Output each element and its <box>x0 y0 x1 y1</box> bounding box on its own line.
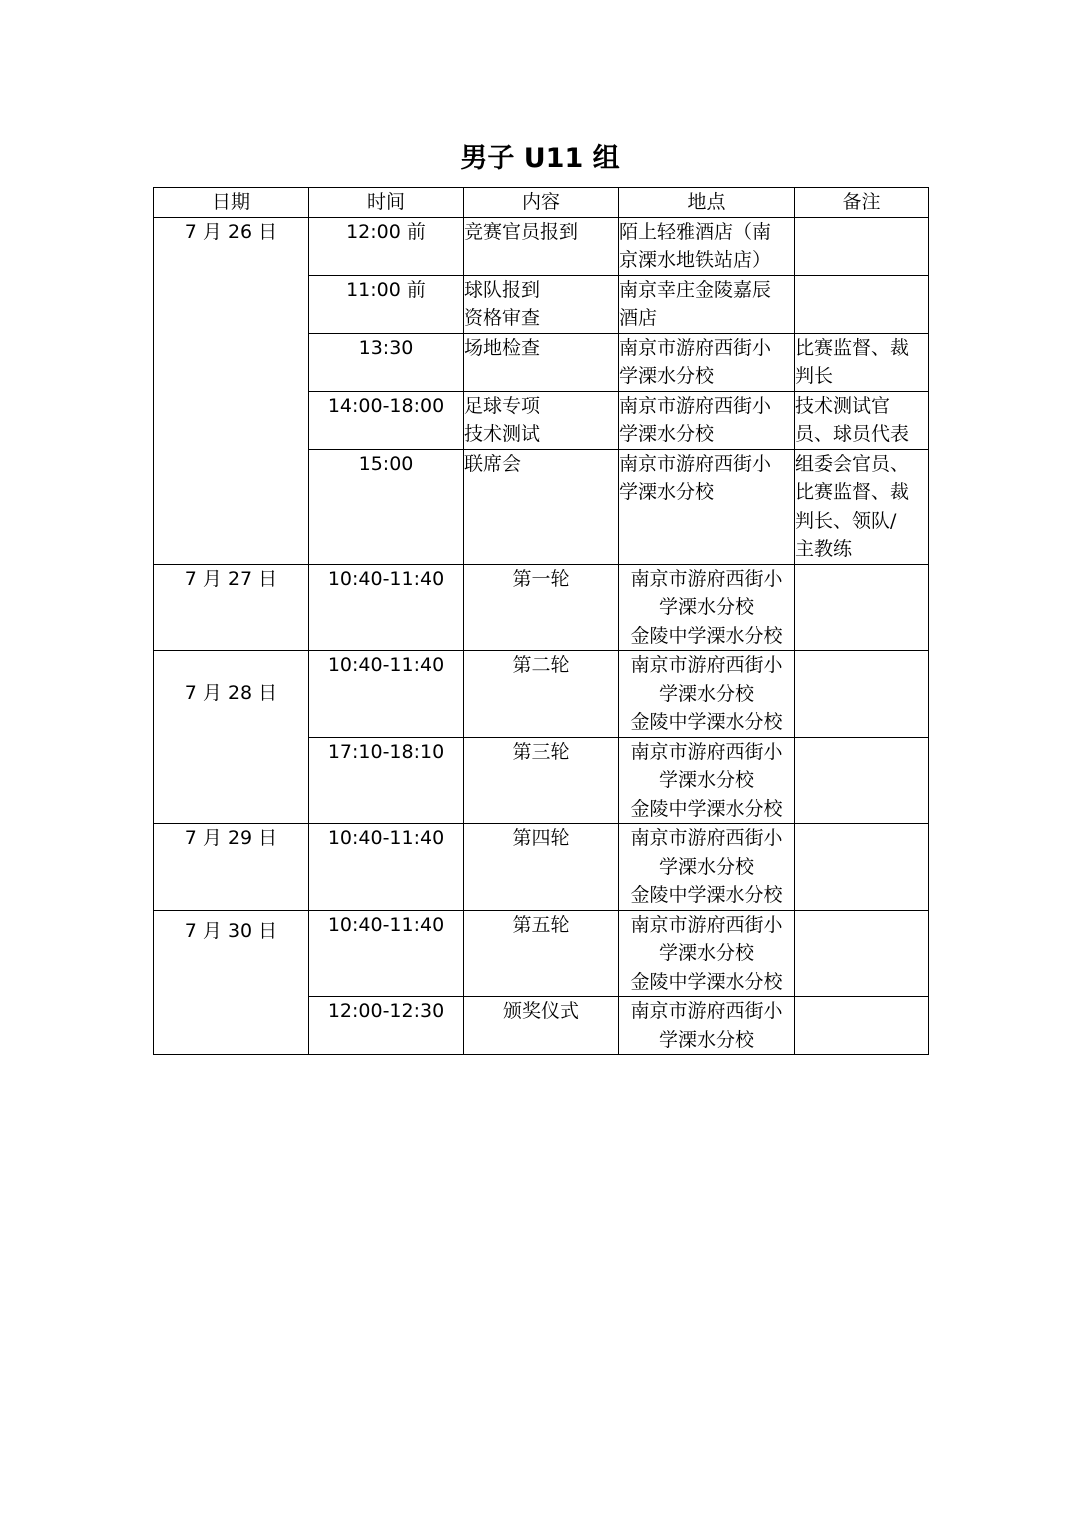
note-cell: 组委会官员、 比赛监督、裁 判长、领队/ 主教练 <box>795 449 929 564</box>
place-cell: 南京幸庄金陵嘉辰 酒店 <box>619 275 795 333</box>
place-cell: 南京市游府西街小 学溧水分校 金陵中学溧水分校 <box>619 651 795 738</box>
time-cell: 10:40-11:40 <box>309 564 464 651</box>
column-header-note: 备注 <box>795 188 929 218</box>
time-cell: 10:40-11:40 <box>309 824 464 911</box>
place-cell: 南京市游府西街小 学溧水分校 <box>619 391 795 449</box>
content-cell: 足球专项 技术测试 <box>464 391 619 449</box>
date-cell: 7 月 28 日 <box>154 651 309 824</box>
note-cell <box>795 910 929 997</box>
place-cell: 陌上轻雅酒店（南 京溧水地铁站店） <box>619 217 795 275</box>
column-header-place: 地点 <box>619 188 795 218</box>
note-cell: 技术测试官 员、球员代表 <box>795 391 929 449</box>
content-cell: 竞赛官员报到 <box>464 217 619 275</box>
note-cell <box>795 275 929 333</box>
time-cell: 14:00-18:00 <box>309 391 464 449</box>
table-row <box>154 910 929 997</box>
table-header-row <box>154 188 929 218</box>
content-cell: 第四轮 <box>464 824 619 911</box>
content-cell: 第一轮 <box>464 564 619 651</box>
note-cell <box>795 651 929 738</box>
content-cell: 第二轮 <box>464 651 619 738</box>
place-cell: 南京市游府西街小 学溧水分校 <box>619 449 795 564</box>
page-title: 男子 U11 组 <box>460 143 620 174</box>
date-cell: 7 月 29 日 <box>154 824 309 911</box>
place-cell: 南京市游府西街小 学溧水分校 金陵中学溧水分校 <box>619 910 795 997</box>
place-cell: 南京市游府西街小 学溧水分校 金陵中学溧水分校 <box>619 737 795 824</box>
note-cell <box>795 997 929 1055</box>
date-cell: 7 月 27 日 <box>154 564 309 651</box>
place-cell: 南京市游府西街小 学溧水分校 金陵中学溧水分校 <box>619 564 795 651</box>
table-row <box>154 564 929 651</box>
time-cell: 17:10-18:10 <box>309 737 464 824</box>
table-row <box>154 217 929 275</box>
date-cell: 7 月 30 日 <box>154 910 309 1055</box>
content-cell: 球队报到 资格审查 <box>464 275 619 333</box>
note-cell <box>795 824 929 911</box>
content-cell: 颁奖仪式 <box>464 997 619 1055</box>
schedule-table <box>153 187 929 1055</box>
note-cell <box>795 737 929 824</box>
time-cell: 12:00 前 <box>309 217 464 275</box>
note-cell: 比赛监督、裁 判长 <box>795 333 929 391</box>
note-cell <box>795 564 929 651</box>
place-cell: 南京市游府西街小 学溧水分校 金陵中学溧水分校 <box>619 824 795 911</box>
place-cell: 南京市游府西街小 学溧水分校 <box>619 333 795 391</box>
table-row <box>154 824 929 911</box>
content-cell: 场地检查 <box>464 333 619 391</box>
place-cell: 南京市游府西街小 学溧水分校 <box>619 997 795 1055</box>
content-cell: 第五轮 <box>464 910 619 997</box>
column-header-date: 日期 <box>154 188 309 218</box>
date-cell: 7 月 26 日 <box>154 217 309 564</box>
time-cell: 10:40-11:40 <box>309 910 464 997</box>
content-cell: 第三轮 <box>464 737 619 824</box>
time-cell: 13:30 <box>309 333 464 391</box>
table-row <box>154 651 929 738</box>
content-cell: 联席会 <box>464 449 619 564</box>
time-cell: 10:40-11:40 <box>309 651 464 738</box>
column-header-time: 时间 <box>309 188 464 218</box>
time-cell: 11:00 前 <box>309 275 464 333</box>
note-cell <box>795 217 929 275</box>
time-cell: 12:00-12:30 <box>309 997 464 1055</box>
column-header-content: 内容 <box>464 188 619 218</box>
time-cell: 15:00 <box>309 449 464 564</box>
